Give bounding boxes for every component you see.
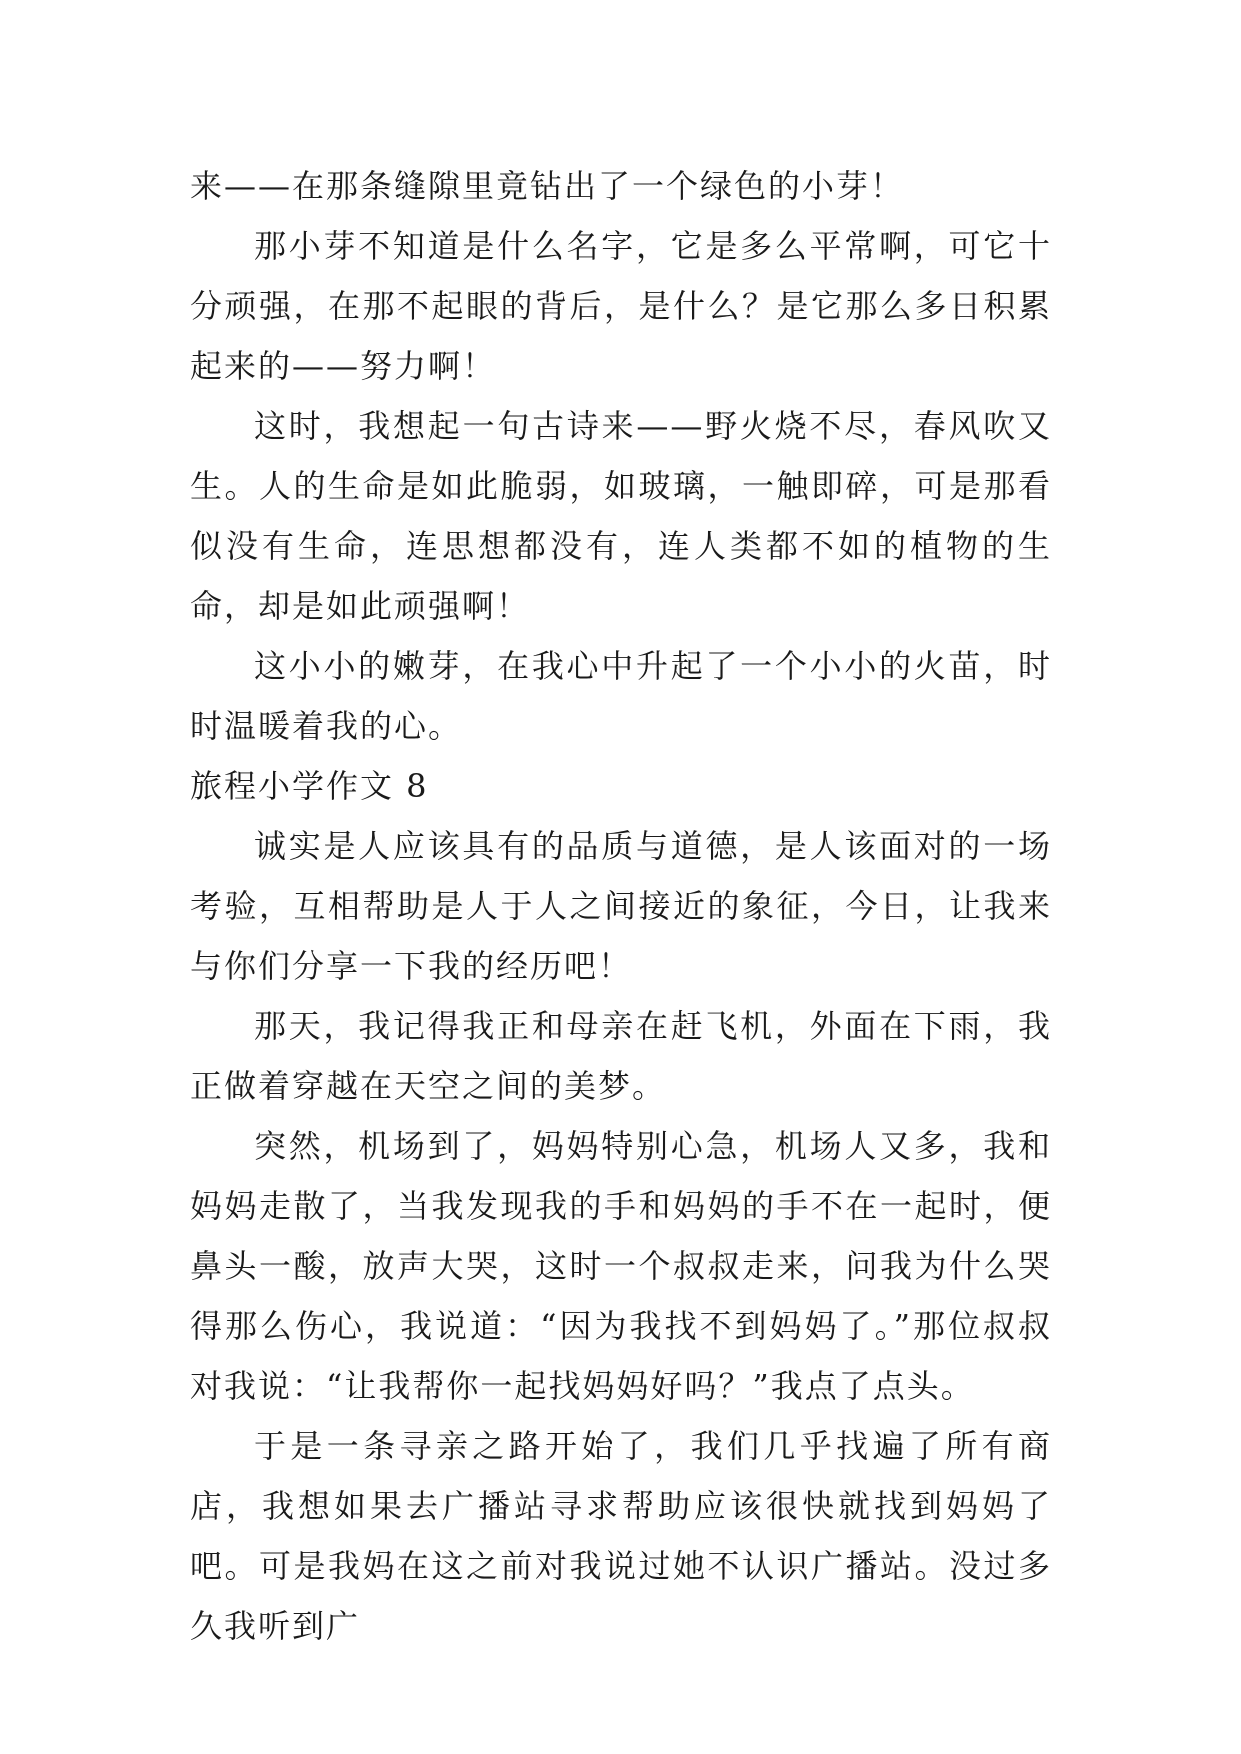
paragraph: 那天，我记得我正和母亲在赶飞机，外面在下雨，我正做着穿越在天空之间的美梦。 <box>190 1007 1052 1105</box>
paragraph: 于是一条寻亲之路开始了，我们几乎找遍了所有商店，我想如果去广播站寻求帮助应该很快就找到妈妈了吧。可是我妈在这之前对我说过她不认识广播站。没过多久我听到广 <box>190 1427 1052 1645</box>
paragraph: 那小芽不知道是什么名字，它是多么平常啊，可它十分顽强，在那不起眼的背后，是什么？是它那么多日积累起来的——努力啊！ <box>190 227 1052 385</box>
paragraph: 这时，我想起一句古诗来——野火烧不尽，春风吹又生。人的生命是如此脆弱，如玻璃，一触即碎，可是那看似没有生命，连思想都没有，连人类都不如的植物的生命，却是如此顽强啊！ <box>190 407 1052 625</box>
paragraph-continuation: 来——在那条缝隙里竟钻出了一个绿色的小芽！ <box>190 167 905 205</box>
document-body <box>190 156 1052 1656</box>
paragraph: 这小小的嫩芽，在我心中升起了一个小小的火苗，时时温暖着我的心。 <box>190 647 1052 745</box>
paragraph: 诚实是人应该具有的品质与道德，是人该面对的一场考验，互相帮助是人于人之间接近的象征，今日，让我来与你们分享一下我的经历吧！ <box>190 827 1052 985</box>
paragraph: 突然，机场到了，妈妈特别心急，机场人又多，我和妈妈走散了，当我发现我的手和妈妈的手不在一起时，便鼻头一酸，放声大哭，这时一个叔叔走来，问我为什么哭得那么伤心，我说道：“因为我找不到妈妈了。”那位叔叔对我说：“让我帮你一起找妈妈好吗？”我点了点头。 <box>190 1127 1052 1405</box>
section-title: 旅程小学作文 8 <box>190 767 429 805</box>
